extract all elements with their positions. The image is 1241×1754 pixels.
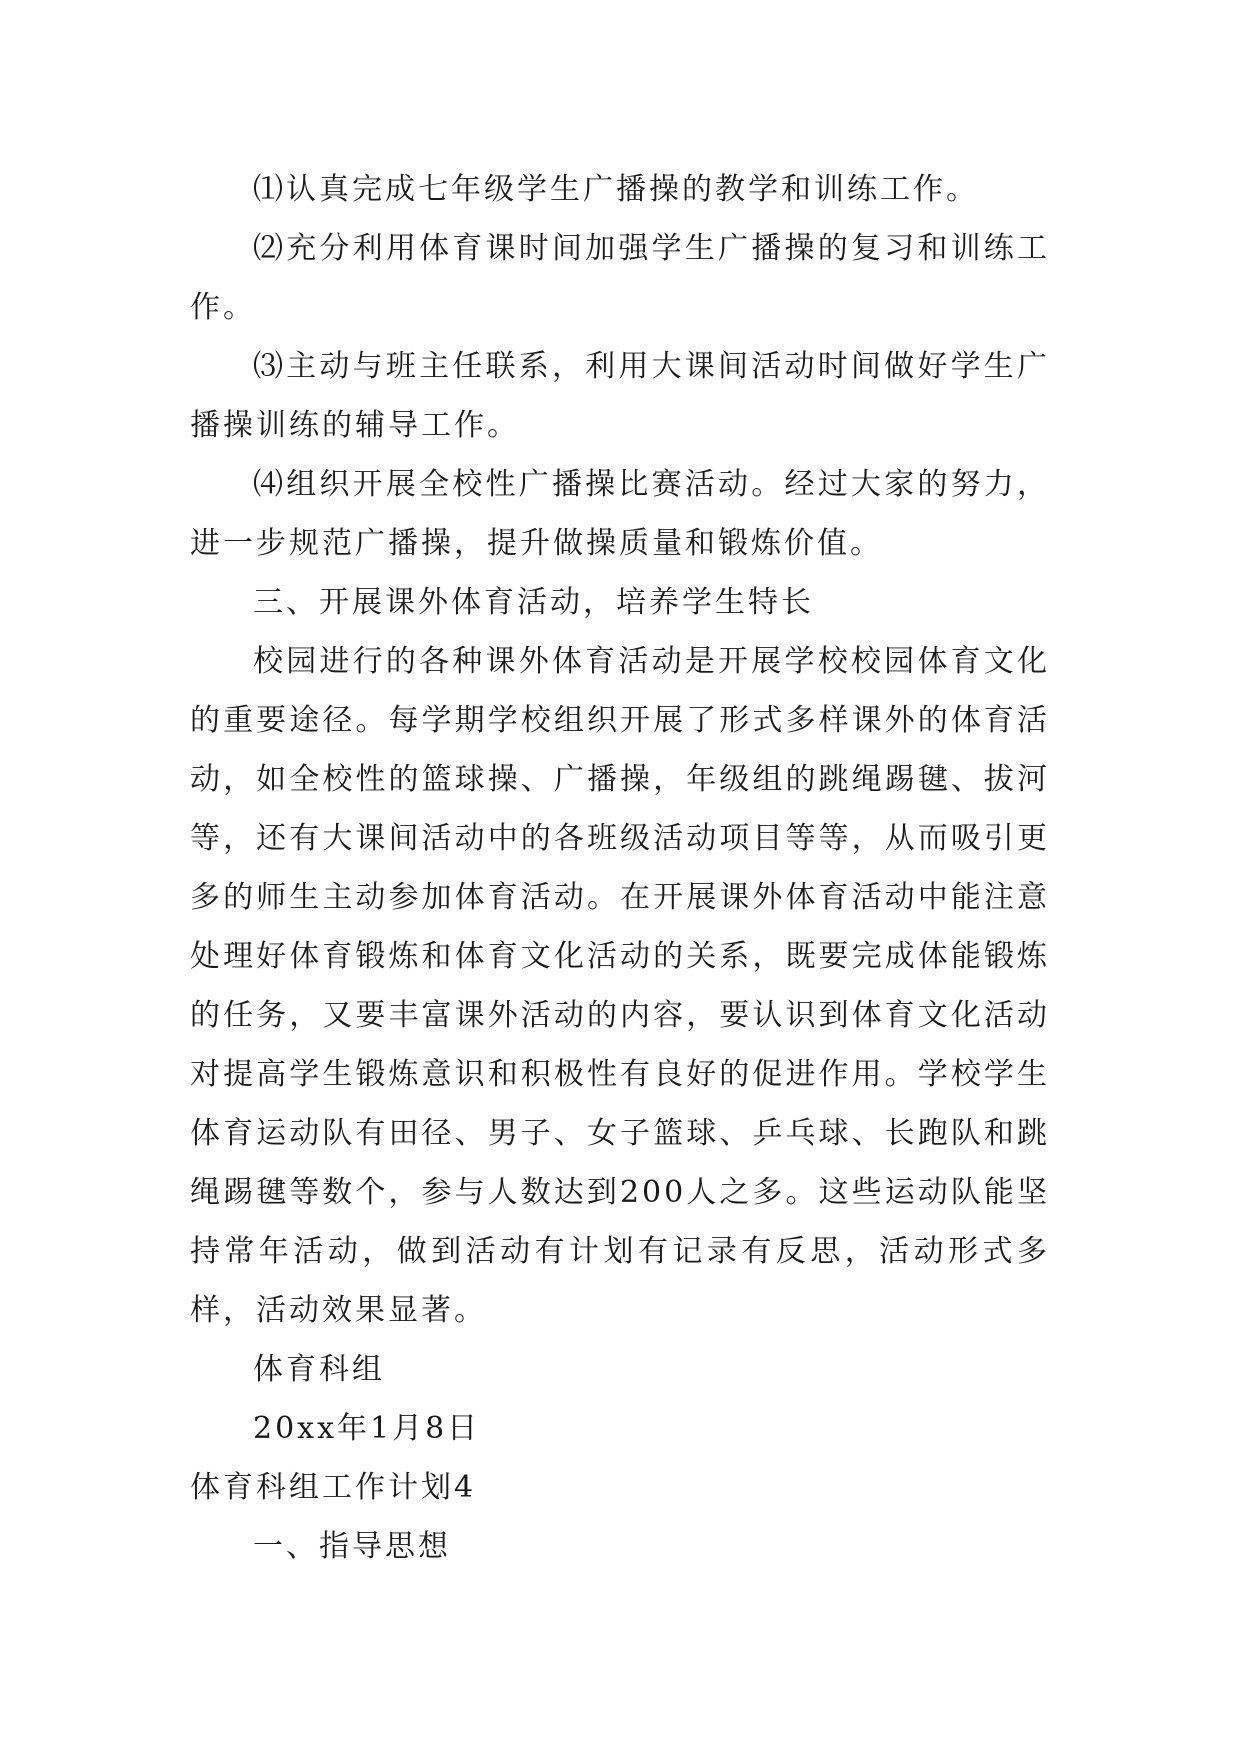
- list-item-2: ⑵充分利用体育课时间加强学生广播操的复习和训练工作。: [190, 231, 1050, 325]
- list-item-3: ⑶主动与班主任联系，利用大课间活动时间做好学生广播操训练的辅导工作。: [190, 349, 1050, 443]
- next-plan-title: 体育科组工作计划4: [190, 1470, 477, 1505]
- body-paragraph: 校园进行的各种课外体育活动是开展学校校园体育文化的重要途径。每学期学校组织开展了形式多样课外的体育活动，如全校性的篮球操、广播操，年级组的跳绳踢毽、拔河等，还有大课间活动中的各班级活动项目等等，从而吸引更多的师生主动参加体育活动。在开展课外体育活动中能注意处理好体育锻炼和体育文化活动的关系，既要完成体能锻炼的任务，又要丰富课外活动的内容，要认识到体育文化活动对提高学生锻炼意识和积极性有良好的促进作用。学校学生体育运动队有田径、男子、女子篮球、乒乓球、长跑队和跳绳踢毽等数个，参与人数达到200人之多。这些运动队能坚持常年活动，做到活动有计划有记录有反思，活动形式多样，活动效果显著。: [190, 644, 1050, 1328]
- section-heading-3: 三、开展课外体育活动，培养学生特长: [253, 585, 814, 620]
- list-item-1: ⑴认真完成七年级学生广播操的教学和训练工作。: [253, 172, 979, 207]
- signature-organization: 体育科组: [253, 1352, 385, 1387]
- next-plan-section-heading: 一、指导思想: [253, 1529, 451, 1564]
- document-body: [190, 160, 1050, 1576]
- signature-date: 20xx年1月8日: [253, 1411, 481, 1446]
- list-item-4: ⑷组织开展全校性广播操比赛活动。经过大家的努力，进一步规范广播操，提升做操质量和锻炼价值。: [190, 467, 1050, 561]
